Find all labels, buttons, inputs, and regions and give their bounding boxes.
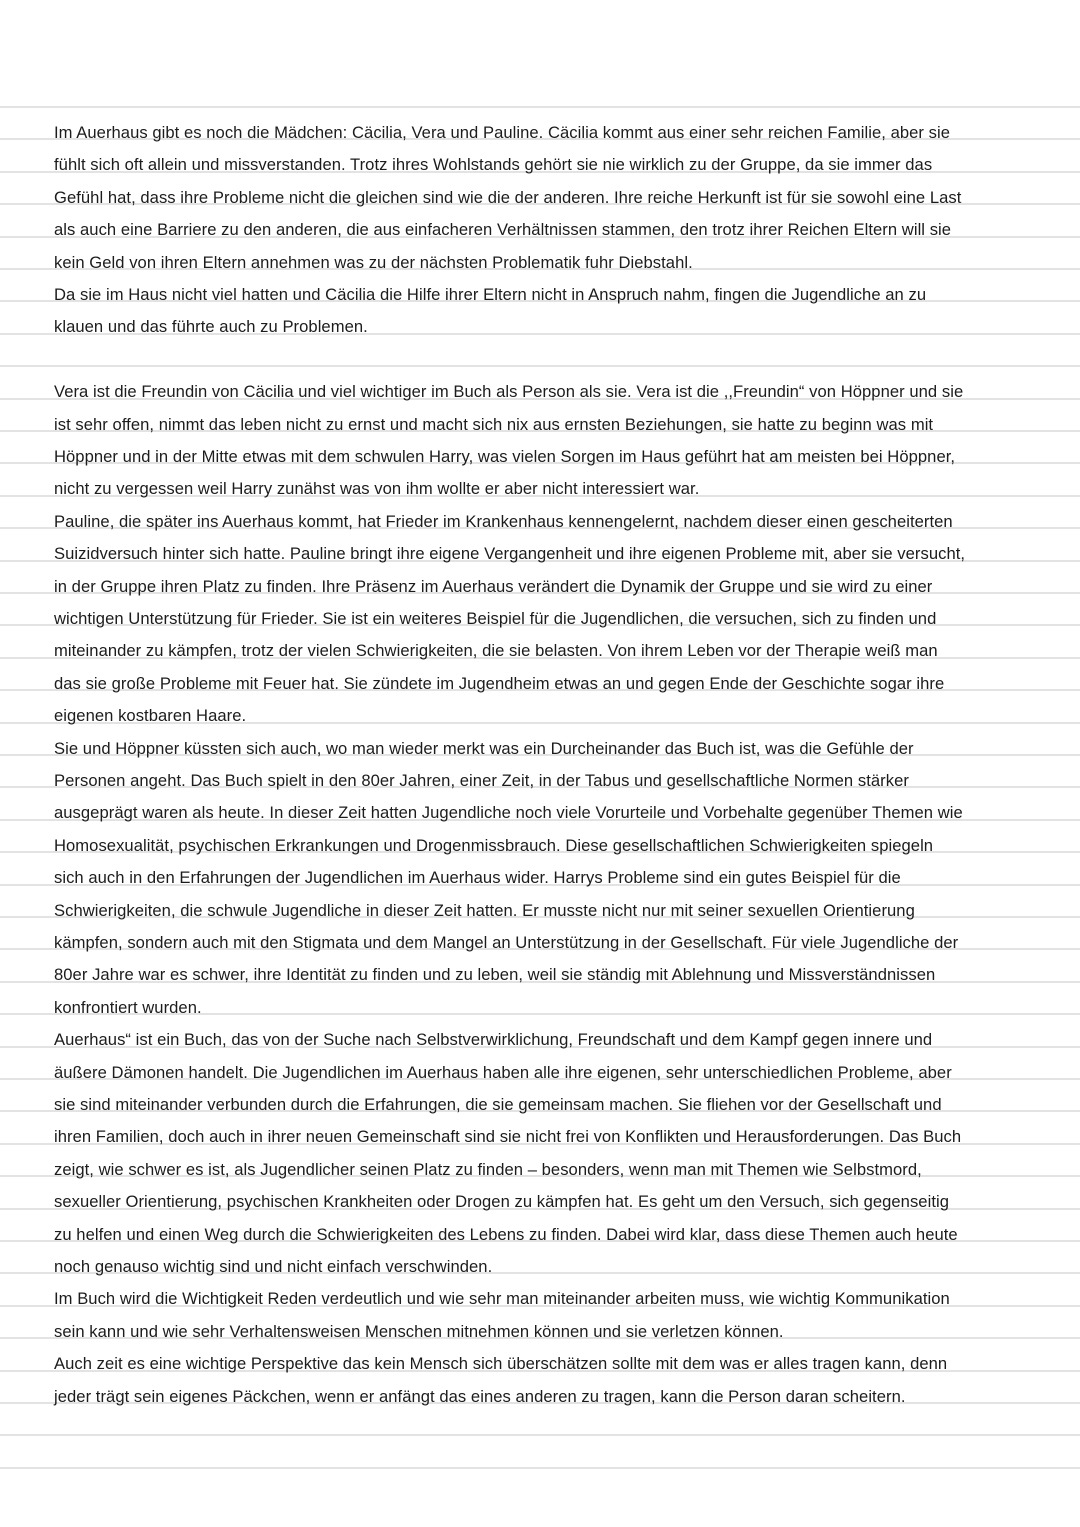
text-line: miteinander zu kämpfen, trotz der vielen Schwierigkeiten, die sie belasten. Von ihrem Leben vor der Therapie weiß man xyxy=(54,641,938,661)
text-line: in der Gruppe ihren Platz zu finden. Ihre Präsenz im Auerhaus verändert die Dynamik der Gruppe und sie wird zu einer xyxy=(54,576,933,596)
text-line: Im Auerhaus gibt es noch die Mädchen: Cäcilia, Vera und Pauline. Cäcilia kommt aus einer sehr reichen Familie, aber sie xyxy=(54,123,951,142)
text-line: Suizidversuch hinter sich hatte. Pauline bringt ihre eigene Vergangenheit und ihre eigenen Probleme mit, aber sie versucht, xyxy=(54,544,966,564)
ruled-line xyxy=(0,365,1080,367)
text-line: ist sehr offen, nimmt das leben nicht zu ernst und macht sich nix aus ernsten Beziehungen, sie hatte zu beginn was mit xyxy=(54,414,934,434)
text-line: sexueller Orientierung, psychischen Krankheiten oder Drogen zu kämpfen hat. Es geht um den Versuch, sich gegenseitig xyxy=(54,1192,949,1212)
text-line: konfrontiert wurden. xyxy=(54,997,202,1017)
text-line: Im Buch wird die Wichtigkeit Reden verdeutlich und wie sehr man miteinander arbeiten muss, wie wichtig Kommunikation xyxy=(54,1289,950,1309)
text-line: zeigt, wie schwer es ist, als Jugendlicher seinen Platz zu finden – besonders, wenn man mit Themen wie Selbstmord, xyxy=(54,1159,922,1179)
text-line: jeder trägt sein eigenes Päckchen, wenn er anfängt das eines anderen zu tragen, kann die Person daran scheitern. xyxy=(54,1386,906,1406)
text-line: Schwierigkeiten, die schwule Jugendliche in dieser Zeit hatten. Er musste nicht nur mit seiner sexuellen Orientierung xyxy=(54,900,915,920)
text-line: sein kann und wie sehr Verhaltensweisen Menschen mitnehmen können und sie verletzen können. xyxy=(54,1321,784,1341)
text-line: sie sind miteinander verbunden durch die Erfahrungen, die sie gemeinsam machen. Sie fliehen vor der Gesellschaft und xyxy=(54,1095,942,1114)
text-line: kämpfen, sondern auch mit den Stigmata und dem Mangel an Unterstützung in der Gesellschaft. Für viele Jugendliche der xyxy=(54,933,959,952)
text-line: fühlt sich oft allein und missverstanden. Trotz ihres Wohlstands gehört sie nie wirklich zu der Gruppe, da sie immer das xyxy=(54,155,933,175)
text-line: das sie große Probleme mit Feuer hat. Sie zündete im Jugendheim etwas an und gegen Ende der Geschichte sogar ihre xyxy=(54,673,945,693)
text-line: sich auch in den Erfahrungen der Jugendlichen im Auerhaus wider. Harrys Probleme sind ein gutes Beispiel für die xyxy=(54,868,901,888)
ruled-line xyxy=(0,1467,1080,1469)
text-line: als auch eine Barriere zu den anderen, die aus einfacheren Verhältnissen stammen, den trotz ihrer Reichen Eltern will sie xyxy=(54,220,952,240)
text-line: klauen und das führte auch zu Problemen. xyxy=(54,317,368,337)
text-line: wichtigen Unterstützung für Frieder. Sie ist ein weiteres Beispiel für die Jugendlichen, die versuchen, sich zu finden und xyxy=(54,609,937,628)
text-line: Gefühl hat, dass ihre Probleme nicht die gleichen sind wie die der anderen. Ihre reiche Herkunft ist für sie sowohl eine Last xyxy=(54,187,962,207)
text-line: Personen angeht. Das Buch spielt in den 80er Jahren, einer Zeit, in der Tabus und gesellschaftliche Normen stärker xyxy=(54,771,909,790)
text-line: Höppner und in der Mitte etwas mit dem schwulen Harry, was vielen Sorgen im Haus geführt hat am meisten bei Höppner, xyxy=(54,447,956,466)
text-line: noch genauso wichtig sind und nicht einfach verschwinden. xyxy=(54,1257,493,1276)
ruled-line xyxy=(0,1434,1080,1436)
text-line: 80er Jahre war es schwer, ihre Identität zu finden und zu leben, weil sie ständig mit Ablehnung und Missverständnissen xyxy=(54,965,936,985)
text-line: Da sie im Haus nicht viel hatten und Cäcilia die Hilfe ihrer Eltern nicht in Anspruch nahm, fingen die Jugendliche an zu xyxy=(54,285,927,304)
text-line: kein Geld von ihren Eltern annehmen was zu der nächsten Problematik fuhr Diebstahl. xyxy=(54,252,693,272)
ruled-line xyxy=(0,106,1080,108)
text-line: Vera ist die Freundin von Cäcilia und viel wichtiger im Buch als Person als sie. Vera ist die ,,Freundin“ von Höppner und sie xyxy=(54,382,964,402)
text-line: Auch zeit es eine wichtige Perspektive das kein Mensch sich überschätzen sollte mit dem was er alles tragen kann, denn xyxy=(54,1354,948,1374)
text-line: äußere Dämonen handelt. Die Jugendlichen im Auerhaus haben alle ihre eigenen, sehr unterschiedlichen Probleme, aber xyxy=(54,1062,952,1082)
text-line: Pauline, die später ins Auerhaus kommt, hat Frieder im Krankenhaus kennengelernt, nachdem dieser einen gescheiterten xyxy=(54,511,953,531)
text-line: Homosexualität, psychischen Erkrankungen und Drogenmissbrauch. Diese gesellschaftlichen Schwierigkeiten spiegeln xyxy=(54,835,934,855)
text-line: eigenen kostbaren Haare. xyxy=(54,706,247,726)
text-line: Sie und Höppner küssten sich auch, wo man wieder merkt was ein Durcheinander das Buch ist, was die Gefühle der xyxy=(54,738,914,758)
text-line: ihren Familien, doch auch in ihrer neuen Gemeinschaft sind sie nicht frei von Konflikten und Herausforderungen. Das Buch xyxy=(54,1127,962,1147)
text-line: ausgeprägt waren als heute. In dieser Zeit hatten Jugendliche noch viele Vorurteile und Vorbehalte gegenüber Themen wie xyxy=(54,803,963,823)
text-line: Auerhaus“ ist ein Buch, das von der Suche nach Selbstverwirklichung, Freundschaft und dem Kampf gegen innere und xyxy=(54,1030,933,1050)
text-line: nicht zu vergessen weil Harry zunähst was von ihm wollte er aber nicht interessiert war. xyxy=(54,479,700,499)
text-line: zu helfen und einen Weg durch die Schwierigkeiten des Lebens zu finden. Dabei wird klar, dass diese Themen auch heute xyxy=(54,1224,958,1244)
